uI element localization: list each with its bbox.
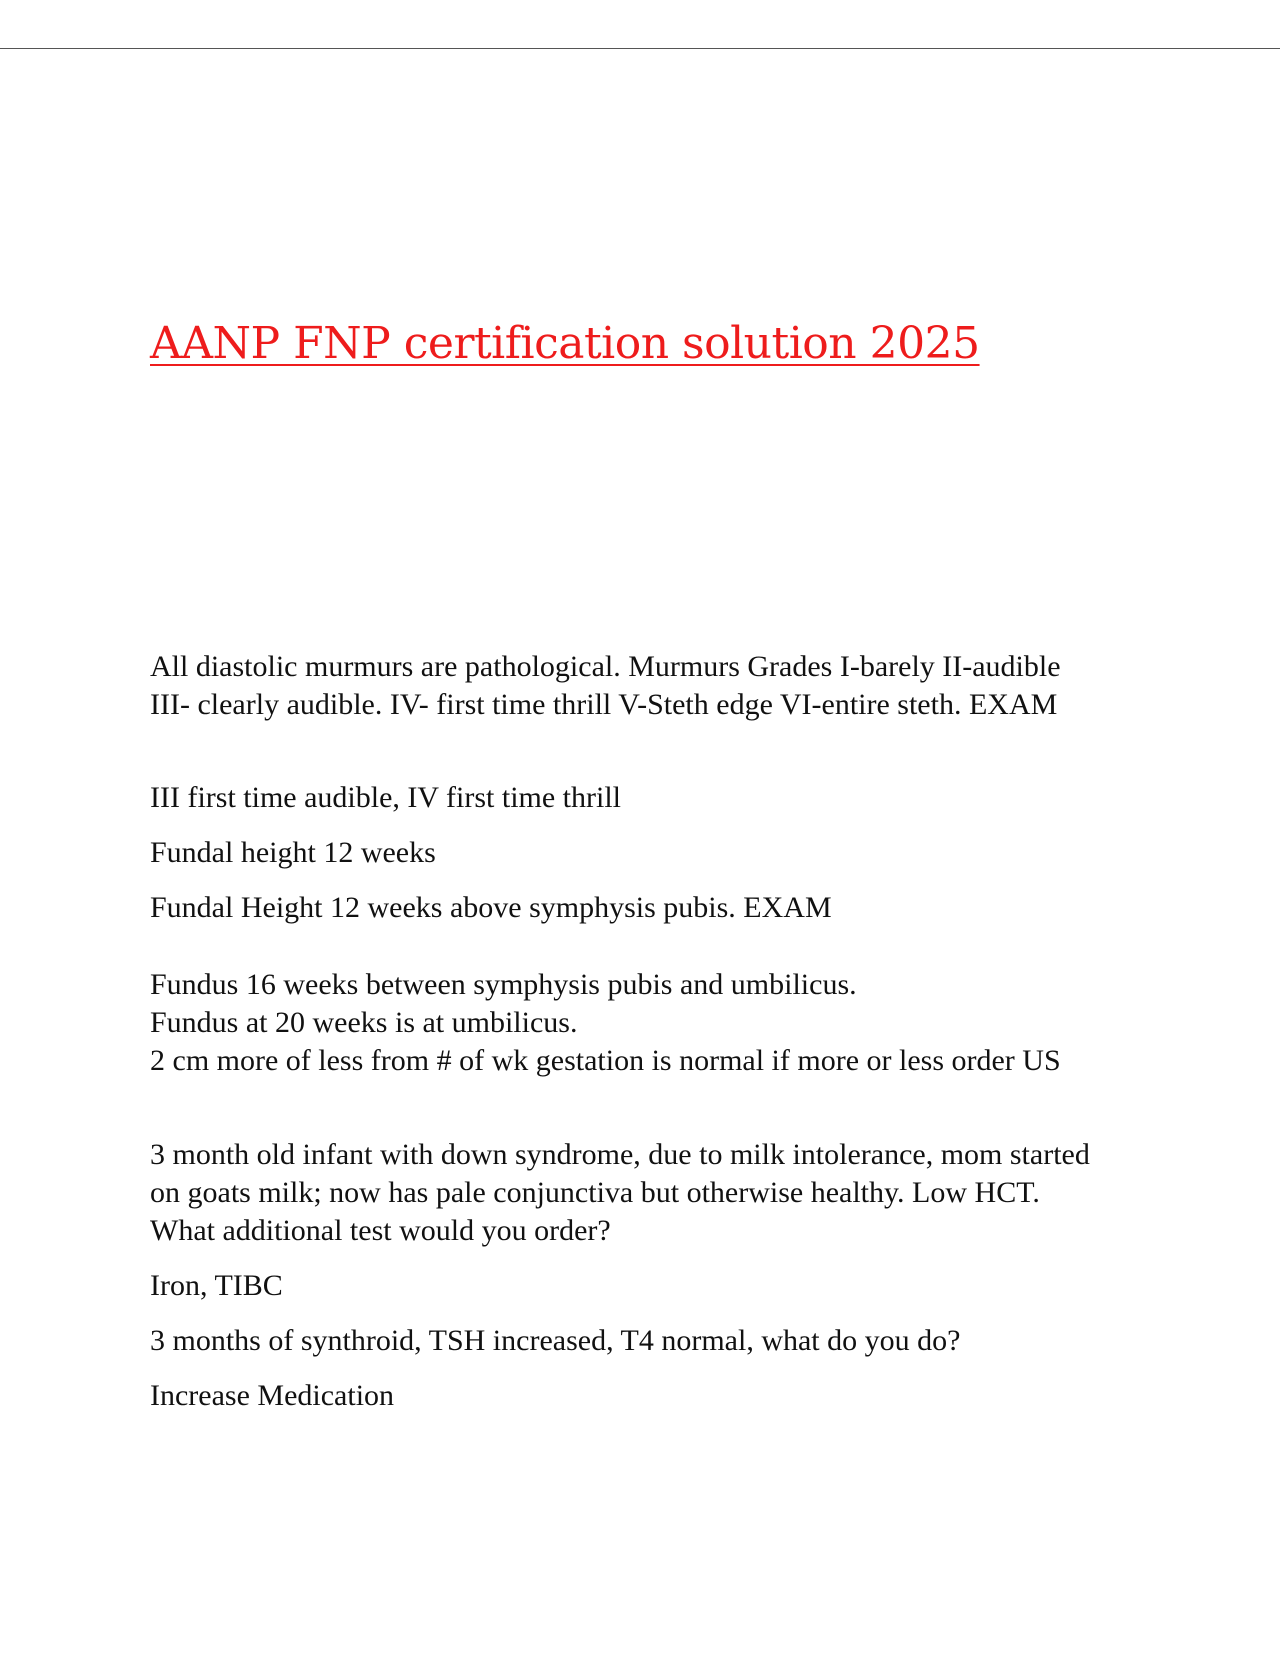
paragraph-fundus-16: Fundus 16 weeks between symphysis pubis and umbilicus. [150,968,857,1001]
paragraph-gestation-note: 2 cm more of less from # of wk gestation is normal if more or less order US [150,1044,1061,1077]
block-synthroid-question [150,1322,1100,1360]
block-infant-question [150,1136,1100,1250]
block-fundus-notes [150,966,1100,1080]
top-divider [0,48,1280,49]
paragraph-synthroid-question: 3 months of synthroid, TSH increased, T4 normal, what do you do? [150,1324,961,1357]
paragraph-murmur-answer: III first time audible, IV first time thrill [150,781,622,814]
block-murmurs [150,648,1100,724]
paragraph-synthroid-answer: Increase Medication [150,1379,395,1412]
paragraph-infant-answer: Iron, TIBC [150,1269,283,1302]
block-infant-answer [150,1267,1100,1305]
paragraph-fundal-question: Fundal height 12 weeks [150,836,436,869]
block-synthroid-answer [150,1377,1100,1415]
document-title: AANP FNP certification solution 2025 [150,318,980,369]
block-fundal-answer [150,889,1100,927]
paragraph-murmurs: All diastolic murmurs are pathological. Murmurs Grades I-barely II-audible III- clearly audible. IV- first time thrill V-Steth edge VI-entire steth. EXAM [150,650,1061,721]
paragraph-fundal-answer: Fundal Height 12 weeks above symphysis pubis. EXAM [150,891,832,924]
block-murmur-answer [150,779,1100,817]
paragraph-infant-question: 3 month old infant with down syndrome, due to milk intolerance, mom started on goats milk; now has pale conjunctiva but otherwise healthy. Low HCT. What additional test would you order? [150,1138,1090,1247]
block-fundal-question [150,834,1100,872]
paragraph-fundus-20: Fundus at 20 weeks is at umbilicus. [150,1006,578,1039]
